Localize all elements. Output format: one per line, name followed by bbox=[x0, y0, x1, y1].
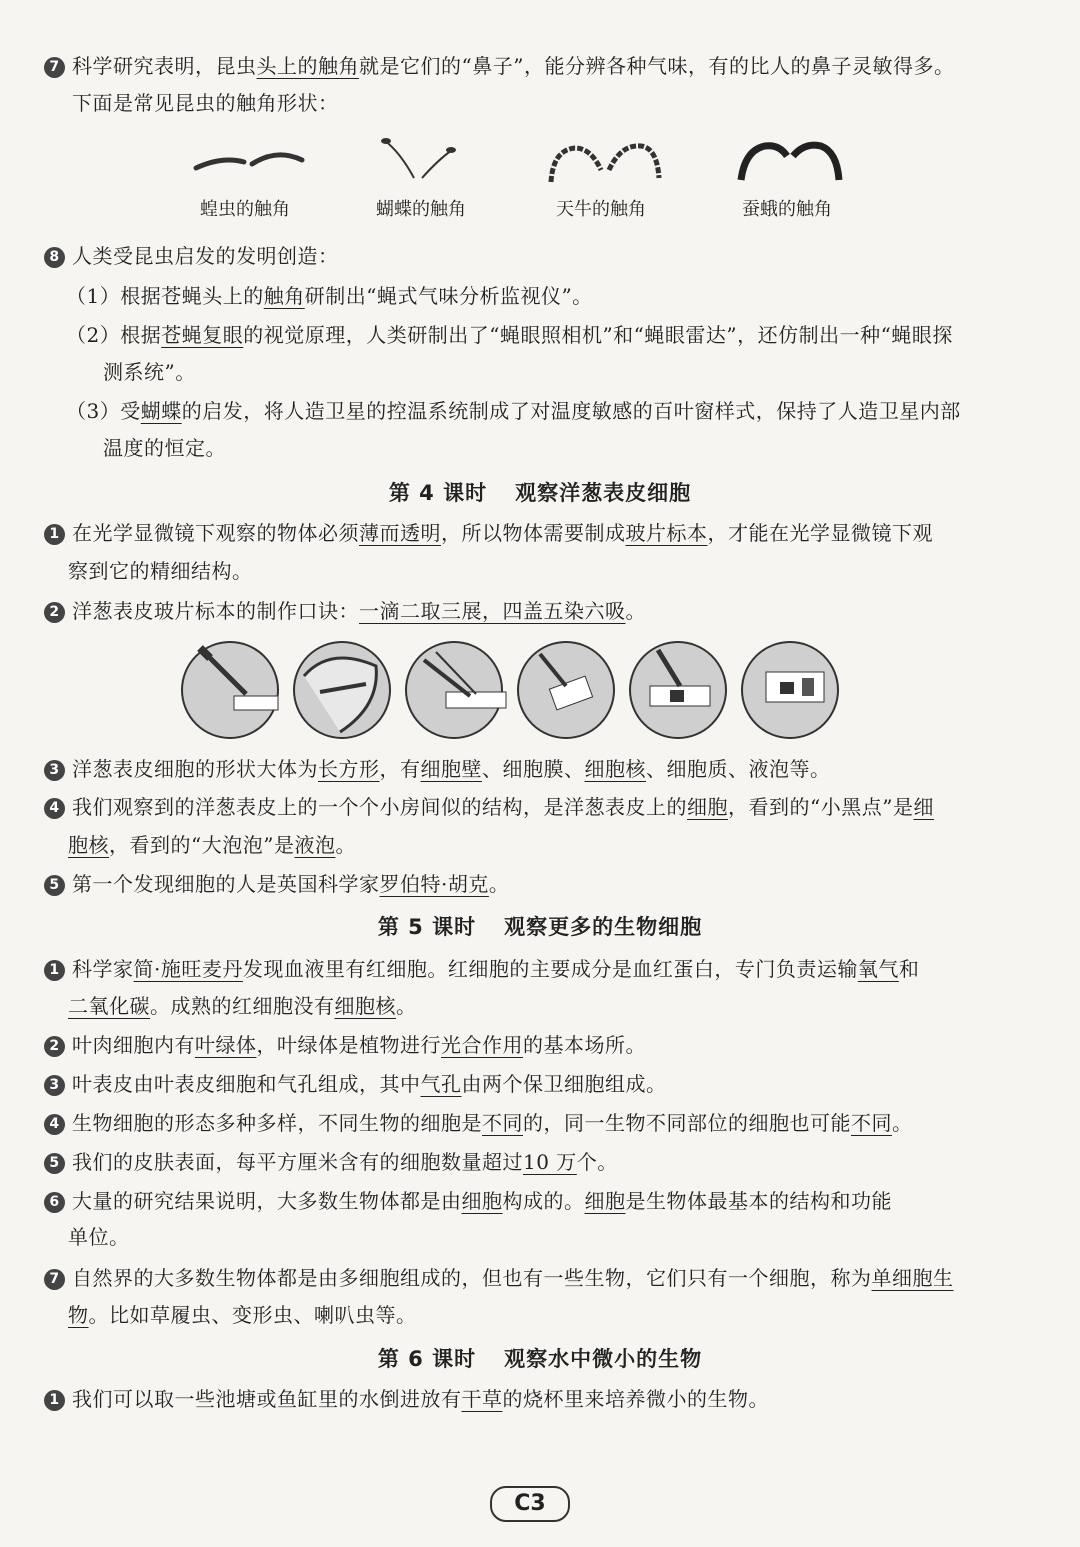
caption-beetle: 天牛的触角 bbox=[556, 199, 646, 220]
step-absorb-icon bbox=[742, 642, 838, 738]
lesson-5-heading: 第 5 课时 观察更多的生物细胞 bbox=[377, 915, 703, 939]
caption-locust: 蝗虫的触角 bbox=[200, 199, 290, 220]
lesson-5-item-6: 6 大量的研究结果说明，大多数生物体都是由细胞构成的。细胞是生物体最基本的结构和功能 bbox=[44, 1186, 892, 1216]
answer: 不同 bbox=[851, 1111, 892, 1135]
item-number: 3 bbox=[44, 760, 65, 781]
lesson-5-item-5: 5 我们的皮肤表面，每平方厘米含有的细胞数量超过10 万个。 bbox=[44, 1147, 618, 1177]
answer: 细胞核 bbox=[334, 994, 396, 1018]
lesson-5-item-2: 2 叶肉细胞内有叶绿体，叶绿体是植物进行光合作用的基本场所。 bbox=[44, 1030, 646, 1060]
step-spread-icon bbox=[406, 642, 506, 738]
lesson-5-item-7: 7 自然界的大多数生物体都是由多细胞组成的，但也有一些生物，它们只有一个细胞，称为单细胞生 bbox=[44, 1263, 954, 1293]
lesson-4-item-4-cont: 胞核，看到的“大泡泡”是液泡。 bbox=[68, 833, 356, 857]
lesson-5-item-3: 3 叶表皮由叶表皮细胞和气孔组成，其中气孔由两个保卫细胞组成。 bbox=[44, 1069, 667, 1099]
item-number: 4 bbox=[44, 798, 65, 819]
item-7-line-2: 下面是常见昆虫的触角形状： bbox=[72, 91, 339, 115]
answer: 气孔 bbox=[420, 1072, 462, 1096]
item-number: 2 bbox=[44, 602, 65, 623]
lesson-6-heading: 第 6 课时 观察水中微小的生物 bbox=[377, 1347, 703, 1371]
caption-butterfly: 蝴蝶的触角 bbox=[376, 199, 466, 220]
answer: 蝴蝶 bbox=[140, 399, 182, 423]
item-number: 7 bbox=[44, 1269, 65, 1290]
answer: 简·施旺麦丹 bbox=[133, 957, 243, 981]
item-number: 3 bbox=[44, 1075, 65, 1096]
caption-silkmoth: 蚕蛾的触角 bbox=[742, 199, 832, 220]
item-number: 4 bbox=[44, 1114, 65, 1135]
answer: 苍蝇复眼 bbox=[161, 323, 244, 347]
lesson-5-item-6-cont: 单位。 bbox=[68, 1225, 130, 1249]
page-number: C3 bbox=[490, 1486, 570, 1522]
item-number: 1 bbox=[44, 1390, 65, 1411]
step-stain-icon bbox=[630, 642, 726, 738]
lesson-5-item-4: 4 生物细胞的形态多种多样，不同生物的细胞是不同的，同一生物不同部位的细胞也可能不同。 bbox=[44, 1108, 913, 1138]
item-number: 5 bbox=[44, 875, 65, 896]
answer: 细 bbox=[913, 795, 934, 819]
answer: 长方形 bbox=[318, 757, 380, 781]
answer: 细胞壁 bbox=[420, 757, 482, 781]
step-cover-icon bbox=[518, 642, 614, 738]
lesson-6-item-1: 1 我们可以取一些池塘或鱼缸里的水倒进放有干草的烧杯里来培养微小的生物。 bbox=[44, 1384, 769, 1414]
item-number: 6 bbox=[44, 1192, 65, 1213]
item-number: 7 bbox=[44, 57, 65, 78]
item-number: 2 bbox=[44, 1036, 65, 1057]
longhorn-beetle-antenna-icon bbox=[545, 138, 665, 188]
answer: 细胞核 bbox=[584, 757, 646, 781]
item-7-line-1: 7 科学研究表明，昆虫头上的触角就是它们的“鼻子”，能分辨各种气味，有的比人的鼻子灵敏得多。 bbox=[44, 51, 954, 81]
item-number: 8 bbox=[44, 247, 65, 268]
answer: 细胞 bbox=[687, 795, 728, 819]
lesson-4-item-3: 3 洋葱表皮细胞的形状大体为长方形，有细胞壁、细胞膜、细胞核、细胞质、液泡等。 bbox=[44, 754, 831, 784]
answer: 干草 bbox=[461, 1387, 503, 1411]
item-8-title: 8 人类受昆虫启发的发明创造： bbox=[44, 241, 339, 271]
item-number: 1 bbox=[44, 960, 65, 981]
answer: 胞核 bbox=[68, 833, 109, 857]
lesson-5-item-7-cont: 物。比如草履虫、变形虫、喇叭虫等。 bbox=[68, 1303, 417, 1327]
lesson-5-item-1-cont: 二氧化碳。成熟的红细胞没有细胞核。 bbox=[68, 994, 417, 1018]
item-8-point-1: （1）根据苍蝇头上的触角研制出“蝇式气味分析监视仪”。 bbox=[66, 284, 593, 308]
answer: 薄而透明 bbox=[359, 521, 441, 545]
item-8-point-2: （2）根据苍蝇复眼的视觉原理，人类研制出了“蝇眼照相机”和“蝇眼雷达”，还仿制出一种“蝇眼探 bbox=[66, 323, 953, 347]
answer: 细胞 bbox=[461, 1189, 503, 1213]
step-take-icon bbox=[294, 642, 390, 738]
answer: 一滴二取三展，四盖五染六吸 bbox=[359, 599, 626, 623]
answer: 氧气 bbox=[857, 957, 899, 981]
answer: 光合作用 bbox=[441, 1033, 523, 1057]
answer: 不同 bbox=[482, 1111, 523, 1135]
lesson-5-item-1: 1 科学家简·施旺麦丹发现血液里有红细胞。红细胞的主要成分是血红蛋白，专门负责运输氧气和 bbox=[44, 954, 919, 984]
answer: 触角 bbox=[263, 284, 305, 308]
answer: 罗伯特·胡克 bbox=[379, 872, 489, 896]
answer: 叶绿体 bbox=[195, 1033, 257, 1057]
lesson-4-item-2: 2 洋葱表皮玻片标本的制作口诀：一滴二取三展，四盖五染六吸。 bbox=[44, 596, 646, 626]
slide-preparation-steps-illustration bbox=[180, 636, 880, 746]
answer: 液泡 bbox=[294, 833, 336, 857]
lesson-4-item-1: 1 在光学显微镜下观察的物体必须薄而透明，所以物体需要制成玻片标本，才能在光学显微镜下观 bbox=[44, 518, 933, 548]
item-number: 5 bbox=[44, 1153, 65, 1174]
answer: 二氧化碳 bbox=[68, 994, 150, 1018]
item-number: 1 bbox=[44, 524, 65, 545]
lesson-4-item-5: 5 第一个发现细胞的人是英国科学家罗伯特·胡克。 bbox=[44, 869, 509, 899]
step-drop-icon bbox=[182, 642, 278, 738]
answer: 细胞 bbox=[584, 1189, 626, 1213]
answer: 玻片标本 bbox=[625, 521, 708, 545]
answer: 单细胞生 bbox=[871, 1266, 954, 1290]
answer: 10 万 bbox=[523, 1150, 577, 1174]
lesson-4-heading: 第 4 课时 观察洋葱表皮细胞 bbox=[388, 481, 692, 505]
item-8-point-3: （3）受蝴蝶的启发，将人造卫星的控温系统制成了对温度敏感的百叶窗样式，保持了人造卫星内部 bbox=[66, 399, 961, 423]
butterfly-antenna-icon bbox=[378, 132, 458, 192]
item-8-point-3-cont: 温度的恒定。 bbox=[103, 436, 226, 460]
locust-antenna-icon bbox=[192, 140, 307, 190]
item-8-point-2-cont: 测系统”。 bbox=[103, 360, 196, 384]
lesson-4-item-1-cont: 察到它的精细结构。 bbox=[68, 559, 253, 583]
answer: 物 bbox=[68, 1303, 89, 1327]
lesson-4-item-4: 4 我们观察到的洋葱表皮上的一个个小房间似的结构，是洋葱表皮上的细胞，看到的“小黑点”是细 bbox=[44, 792, 934, 822]
answer: 头上的触角 bbox=[256, 54, 359, 78]
silkmoth-antenna-icon bbox=[735, 136, 845, 186]
